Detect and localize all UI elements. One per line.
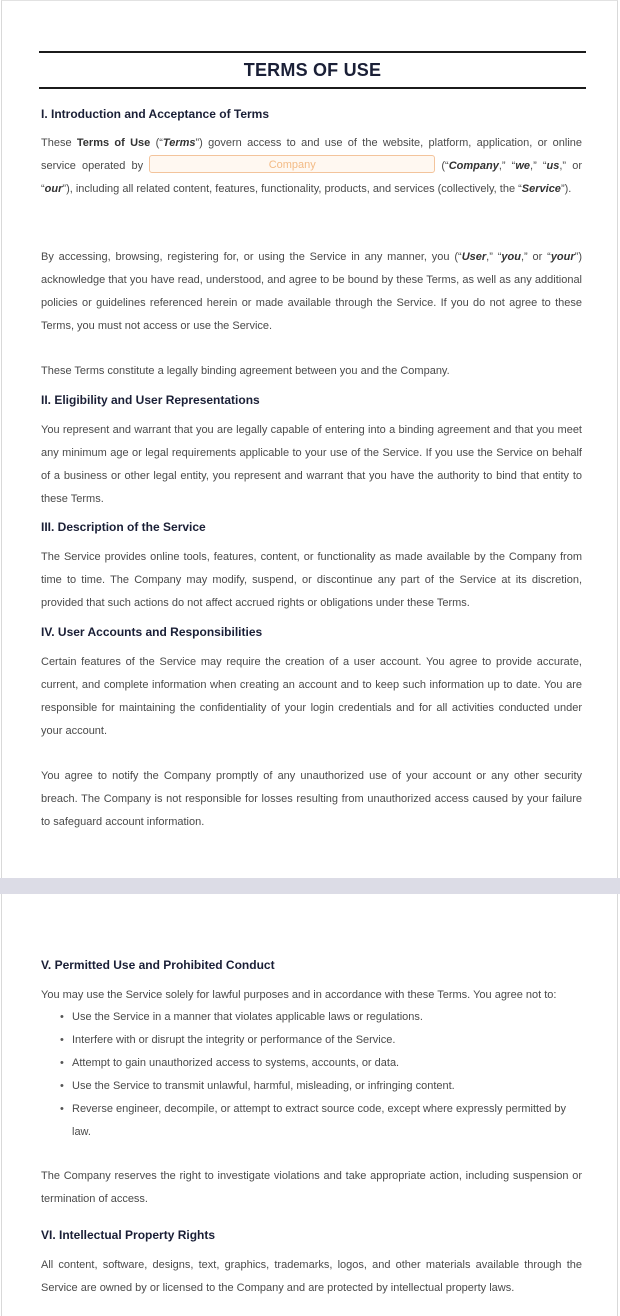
page-title: TERMS OF USE: [243, 59, 382, 80]
title-block: [39, 51, 586, 89]
intellectual-property-paragraph: All content, software, designs, text, graphics, trademarks, logos, and other materials available through the Service are owned by or licensed to the Company and are protected by intellectual property laws.: [41, 1259, 582, 1294]
intro-paragraph-1: These Terms of Use (“Terms”) govern access to and use of the website, platform, application, or online service operated by Company (“Company,” “we,” “us,” or “our”), including all related content, features, functionality, products, and services (collectively, the “Service”).: [41, 137, 583, 195]
eligibility-paragraph: You represent and warrant that you are legally capable of entering into a binding agreement and that you meet any minimum age or legal requirements applicable to your use of the Service. If you use the Service on behalf of a business or other legal entity, you represent and warrant that you have the authority to bind that entity to these Terms.: [41, 424, 582, 505]
list-item: • Use the Service in a manner that violates applicable laws or regulations.: [41, 1006, 582, 1029]
permitted-use-intro: You may use the Service solely for lawful purposes and in accordance with these Terms. You agree not to:: [41, 989, 557, 1001]
list-item: • Reverse engineer, decompile, or attempt to extract source code, except where expressly permitted by law.: [41, 1098, 582, 1144]
section-heading-service-description: III. Description of the Service: [41, 520, 206, 534]
permitted-use-paragraph-2: The Company reserves the right to investigate violations and take appropriate action, including suspension or termination of access.: [41, 1170, 582, 1205]
service-description-paragraph: The Service provides online tools, features, content, or functionality as made available by the Company from time to time. The Company may modify, suspend, or discontinue any part of the Service at its discretion, provided that such actions do not affect accrued rights or obligations under these Terms.: [41, 551, 582, 609]
section-heading-eligibility: II. Eligibility and User Representations: [41, 393, 260, 407]
company-name-field[interactable]: Company: [149, 155, 435, 173]
intro-paragraph-3: These Terms constitute a legally binding agreement between you and the Company.: [41, 365, 450, 377]
user-accounts-paragraph-2: You agree to notify the Company promptly of any unauthorized use of your account or any other security breach. The Company is not responsible for losses resulting from unauthorized access caused by your failure to safeguard account information.: [41, 770, 582, 828]
list-item: • Interfere with or disrupt the integrity or performance of the Service.: [41, 1029, 582, 1052]
section-heading-user-accounts: IV. User Accounts and Responsibilities: [41, 625, 263, 639]
section-heading-introduction: I. Introduction and Acceptance of Terms: [41, 107, 270, 121]
prohibited-conduct-list: [41, 1006, 582, 1144]
section-heading-permitted-use: V. Permitted Use and Prohibited Conduct: [41, 958, 275, 972]
list-item: • Use the Service to transmit unlawful, harmful, misleading, or infringing content.: [41, 1075, 582, 1098]
page-separator: [0, 878, 620, 894]
intro-paragraph-2: By accessing, browsing, registering for, or using the Service in any manner, you (“User,” “you,” or “your”) acknowledge that you have read, understood, and agree to be bound by these Terms, as well as any additional policies or guidelines referenced herein or made available through the Service. If you do not agree to these Terms, you must not access or use the Service.: [41, 251, 582, 332]
list-item: • Attempt to gain unauthorized access to systems, accounts, or data.: [41, 1052, 582, 1075]
section-heading-intellectual-property: VI. Intellectual Property Rights: [41, 1228, 216, 1242]
user-accounts-paragraph-1: Certain features of the Service may require the creation of a user account. You agree to provide accurate, current, and complete information when creating an account and to keep such information up to date. You are responsible for maintaining the confidentiality of your login credentials and for all activities conducted under your account.: [41, 656, 582, 737]
